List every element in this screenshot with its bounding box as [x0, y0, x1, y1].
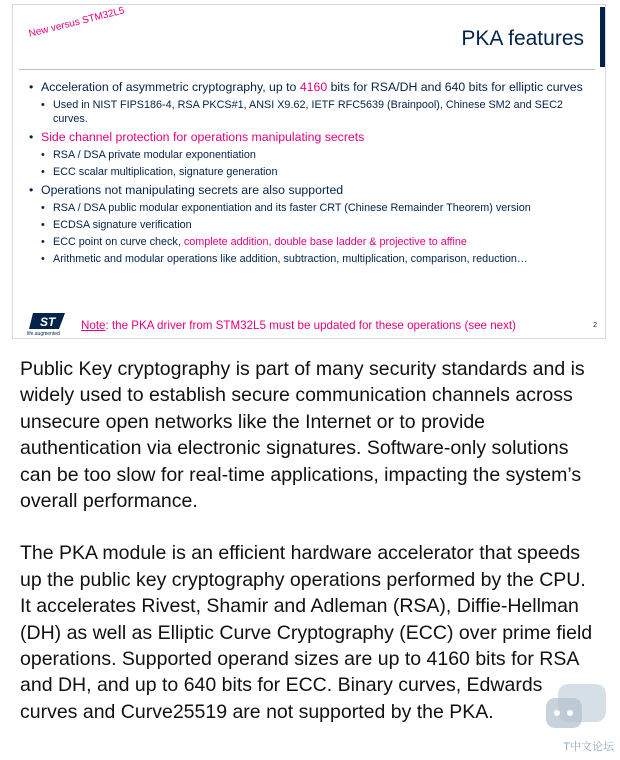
highlight-ecc-ops: complete addition, double base ladder & projective to affine — [183, 236, 467, 248]
note-label: Note — [81, 319, 106, 332]
bullet-side-channel: • Side channel protection for operations manipulating secrets — [27, 129, 597, 145]
watermark-text: T中文论坛 — [563, 741, 614, 753]
highlight-4160: 4160 — [299, 80, 328, 94]
bullet-acceleration: • Acceleration of asymmetric cryptography, up to 4160 bits for RSA/DH and 640 bits for elliptic curves — [27, 79, 597, 95]
title-divider — [19, 69, 595, 70]
bullet-non-secret-ops: • Operations not manipulating secrets are also supported — [27, 182, 597, 198]
sub-bullet-ecc-scalar: • ECC scalar multiplication, signature generation — [27, 165, 597, 179]
bullet-list — [27, 79, 597, 269]
sub-bullet-rsa-public: • RSA / DSA public modular exponentiation and its faster CRT (Chinese Remainder Theorem) version — [27, 201, 597, 215]
sub-bullet-standards: • Used in NIST FIPS186-4, RSA PKCS#1, ANSI X9.62, IETF RFC5639 (Brainpool), Chinese SM2 and SEC2 curves. — [27, 98, 597, 126]
slide — [12, 4, 606, 339]
svg-text:ST: ST — [40, 315, 56, 329]
slide-footer — [13, 311, 605, 335]
sub-bullet-ecc-point: • ECC point on curve check, complete addition, double base ladder & projective to affine — [27, 235, 597, 249]
sub-bullet-arithmetic: • Arithmetic and modular operations like addition, subtraction, multiplication, comparison, reduction… — [27, 252, 597, 266]
article-body — [20, 356, 600, 751]
paragraph: The PKA module is an efficient hardware accelerator that speeds up the public key cryptography operations performed by the CPU. It accelerates Rivest, Shamir and Adleman (RSA), Diffie-Hellman (DH) as well as Elliptic Curve Cryptography (ECC) over prime field operations. Supported operand sizes are up to 4160 bits for RSA and DH, and up to 640 bits for ECC. Binary curves, Edwards curves and Curve25519 are not supported by the PKA. — [20, 542, 593, 723]
sub-bullet-rsa-private: • RSA / DSA private modular exponentiation — [27, 148, 597, 162]
slide-title: PKA features — [461, 27, 584, 50]
new-versus-stamp: New versus STM32L5 — [27, 5, 126, 40]
slide-header — [13, 7, 605, 67]
logo-tagline: life.augmented — [27, 331, 60, 337]
footer-note: Note: the PKA driver from STM32L5 must be updated for these operations (see next) — [81, 319, 517, 332]
sub-bullet-ecdsa: • ECDSA signature verification — [27, 218, 597, 232]
paragraph: Public Key cryptography is part of many security standards and is widely used to establish secure communication channels across unsecure open networks like the Internet or to provide authentication via electronic signatures. Software-only solutions can be too slow for real-time applications, impacting the system’s overall performance. — [20, 358, 585, 513]
page-number: 2 — [593, 322, 597, 329]
